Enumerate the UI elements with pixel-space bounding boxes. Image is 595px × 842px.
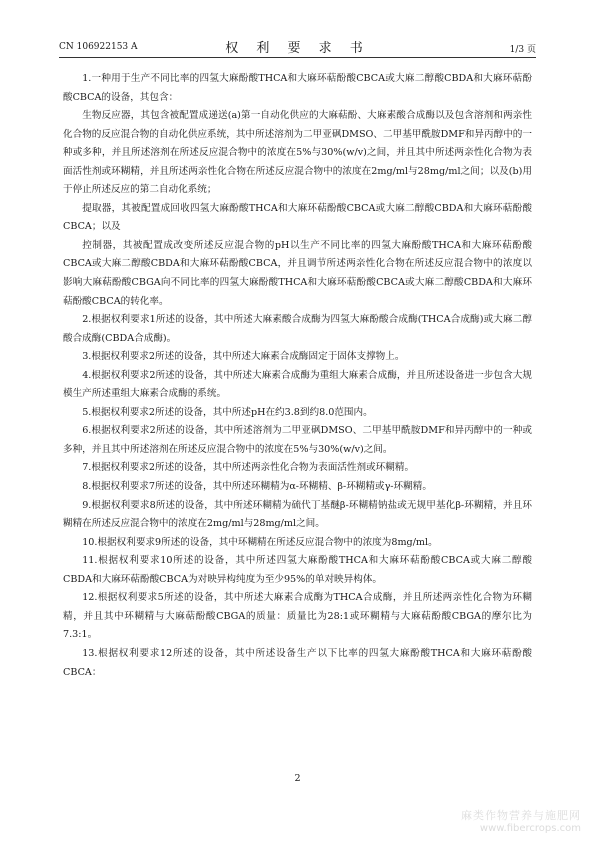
claim-paragraph: 3.根据权利要求2所述的设备，其中所述大麻素合成酶固定于固体支撑物上。: [82, 351, 405, 363]
document-title: 权 利 要 求 书: [225, 41, 370, 56]
page-header: [59, 36, 536, 56]
claim-paragraph: 生物反应器，其包含被配置成递送(a)第一自动化供应的大麻萜酚、大麻素酸合成酶以及包含溶剂和两亲性化合物的反应混合物的自动化供应系统，其中所述溶剂为二甲亚砜DMSO、二甲基甲酰胺DMF和异丙醇中的一种或多种，并且所述溶剂在所述反应混合物中的浓度在5%与30%(w/v)之间，并且其中所述两亲性化合物为表面活性剂或环糊精，并且所述两亲性化合物在所述反应混合物中的浓度在2mg/ml与28mg/ml之间；以及(b)用于停止所述反应的第二自动化系统；: [63, 110, 532, 196]
site-watermark: [461, 809, 581, 835]
claim-paragraph: 2.根据权利要求1所述的设备，其中所述大麻素酸合成酶为四氢大麻酚酸合成酶(THCA合成酶)或大麻二醇酸合成酶(CBDA合成酶)。: [63, 314, 532, 344]
claim-paragraph: 12.根据权利要求5所述的设备，其中所述大麻素合成酶为THCA合成酶，并且所述两亲性化合物为环糊精，并且其中环糊精与大麻萜酚酸CBGA的质量：质量比为28:1或环糊精与大麻萜酚酸CBGA的摩尔比为7.3:1。: [63, 592, 532, 641]
claim-paragraph: 10.根据权利要求9所述的设备，其中环糊精在所述反应混合物中的浓度为8mg/ml。: [82, 536, 438, 548]
watermark-url: www.fibercrops.com: [479, 823, 581, 834]
claim-paragraph: 提取器，其被配置成回收四氢大麻酚酸THCA和大麻环萜酚酸CBCA或大麻二醇酸CBDA和大麻环萜酚酸CBCA；以及: [63, 202, 532, 233]
page-number: 2: [294, 773, 301, 784]
publication-number: CN 106922153 A: [59, 42, 138, 52]
claim-paragraph: 9.根据权利要求8所述的设备，其中所述环糊精为硫代丁基醚β-环糊精钠盐或无规甲基化β-环糊精，并且环糊精在所述反应混合物中的浓度在2mg/ml与28mg/ml之间。: [63, 499, 532, 530]
header-rule: [59, 57, 536, 58]
claim-paragraph: 7.根据权利要求2所述的设备，其中所述两亲性化合物为表面活性剂或环糊精。: [82, 462, 415, 474]
claims-body: [63, 70, 532, 682]
claim-paragraph: 13.根据权利要求12所述的设备，其中所述设备生产以下比率的四氢大麻酚酸THCA和大麻环萜酚酸CBCA：: [63, 647, 532, 678]
watermark-site-name: 麻类作物营养与施肥网: [461, 809, 581, 822]
claim-paragraph: 8.根据权利要求7所述的设备，其中所述环糊精为α-环糊精、β-环糊精或γ-环糊精。: [82, 481, 432, 493]
page-indicator: 1/3 页: [509, 45, 536, 55]
claim-paragraph: 5.根据权利要求2所述的设备，其中所述pH在约3.8到约8.0范围内。: [82, 406, 373, 418]
claim-paragraph: 11.根据权利要求10所述的设备，其中所述四氢大麻酚酸THCA和大麻环萜酚酸CBCA或大麻二醇酸CBDA和大麻环萜酚酸CBCA为对映异构纯度为至少95%的单对映异构体。: [63, 555, 532, 585]
claim-paragraph: 控制器，其被配置成改变所述反应混合物的pH以生产不同比率的四氢大麻酚酸THCA和大麻环萜酚酸CBCA或大麻二醇酸CBDA和大麻环萜酚酸CBCA，并且调节所述两亲性化合物在所述反应混合物中的浓度以影响大麻萜酚酸CBGA向不同比率的四氢大麻酚酸THCA和大麻环萜酚酸CBCA或大麻二醇酸CBDA和大麻环萜酚酸CBCA的转化率。: [63, 239, 532, 307]
claim-paragraph: 6.根据权利要求2所述的设备，其中所述溶剂为二甲亚砜DMSO、二甲基甲酰胺DMF和异丙醇中的一种或多种，并且其中所述溶剂在所述反应混合物中的浓度在5%与30%(w/v)之间。: [63, 425, 532, 455]
claim-paragraph: 1.一种用于生产不同比率的四氢大麻酚酸THCA和大麻环萜酚酸CBCA或大麻二醇酸CBDA和大麻环萜酚酸CBCA的设备，其包含：: [63, 73, 532, 103]
claim-paragraph: 4.根据权利要求2所述的设备，其中所述大麻素合成酶为重组大麻素合成酶，并且所述设备进一步包含大规模生产所述重组大麻素合成酶的系统。: [63, 369, 532, 400]
